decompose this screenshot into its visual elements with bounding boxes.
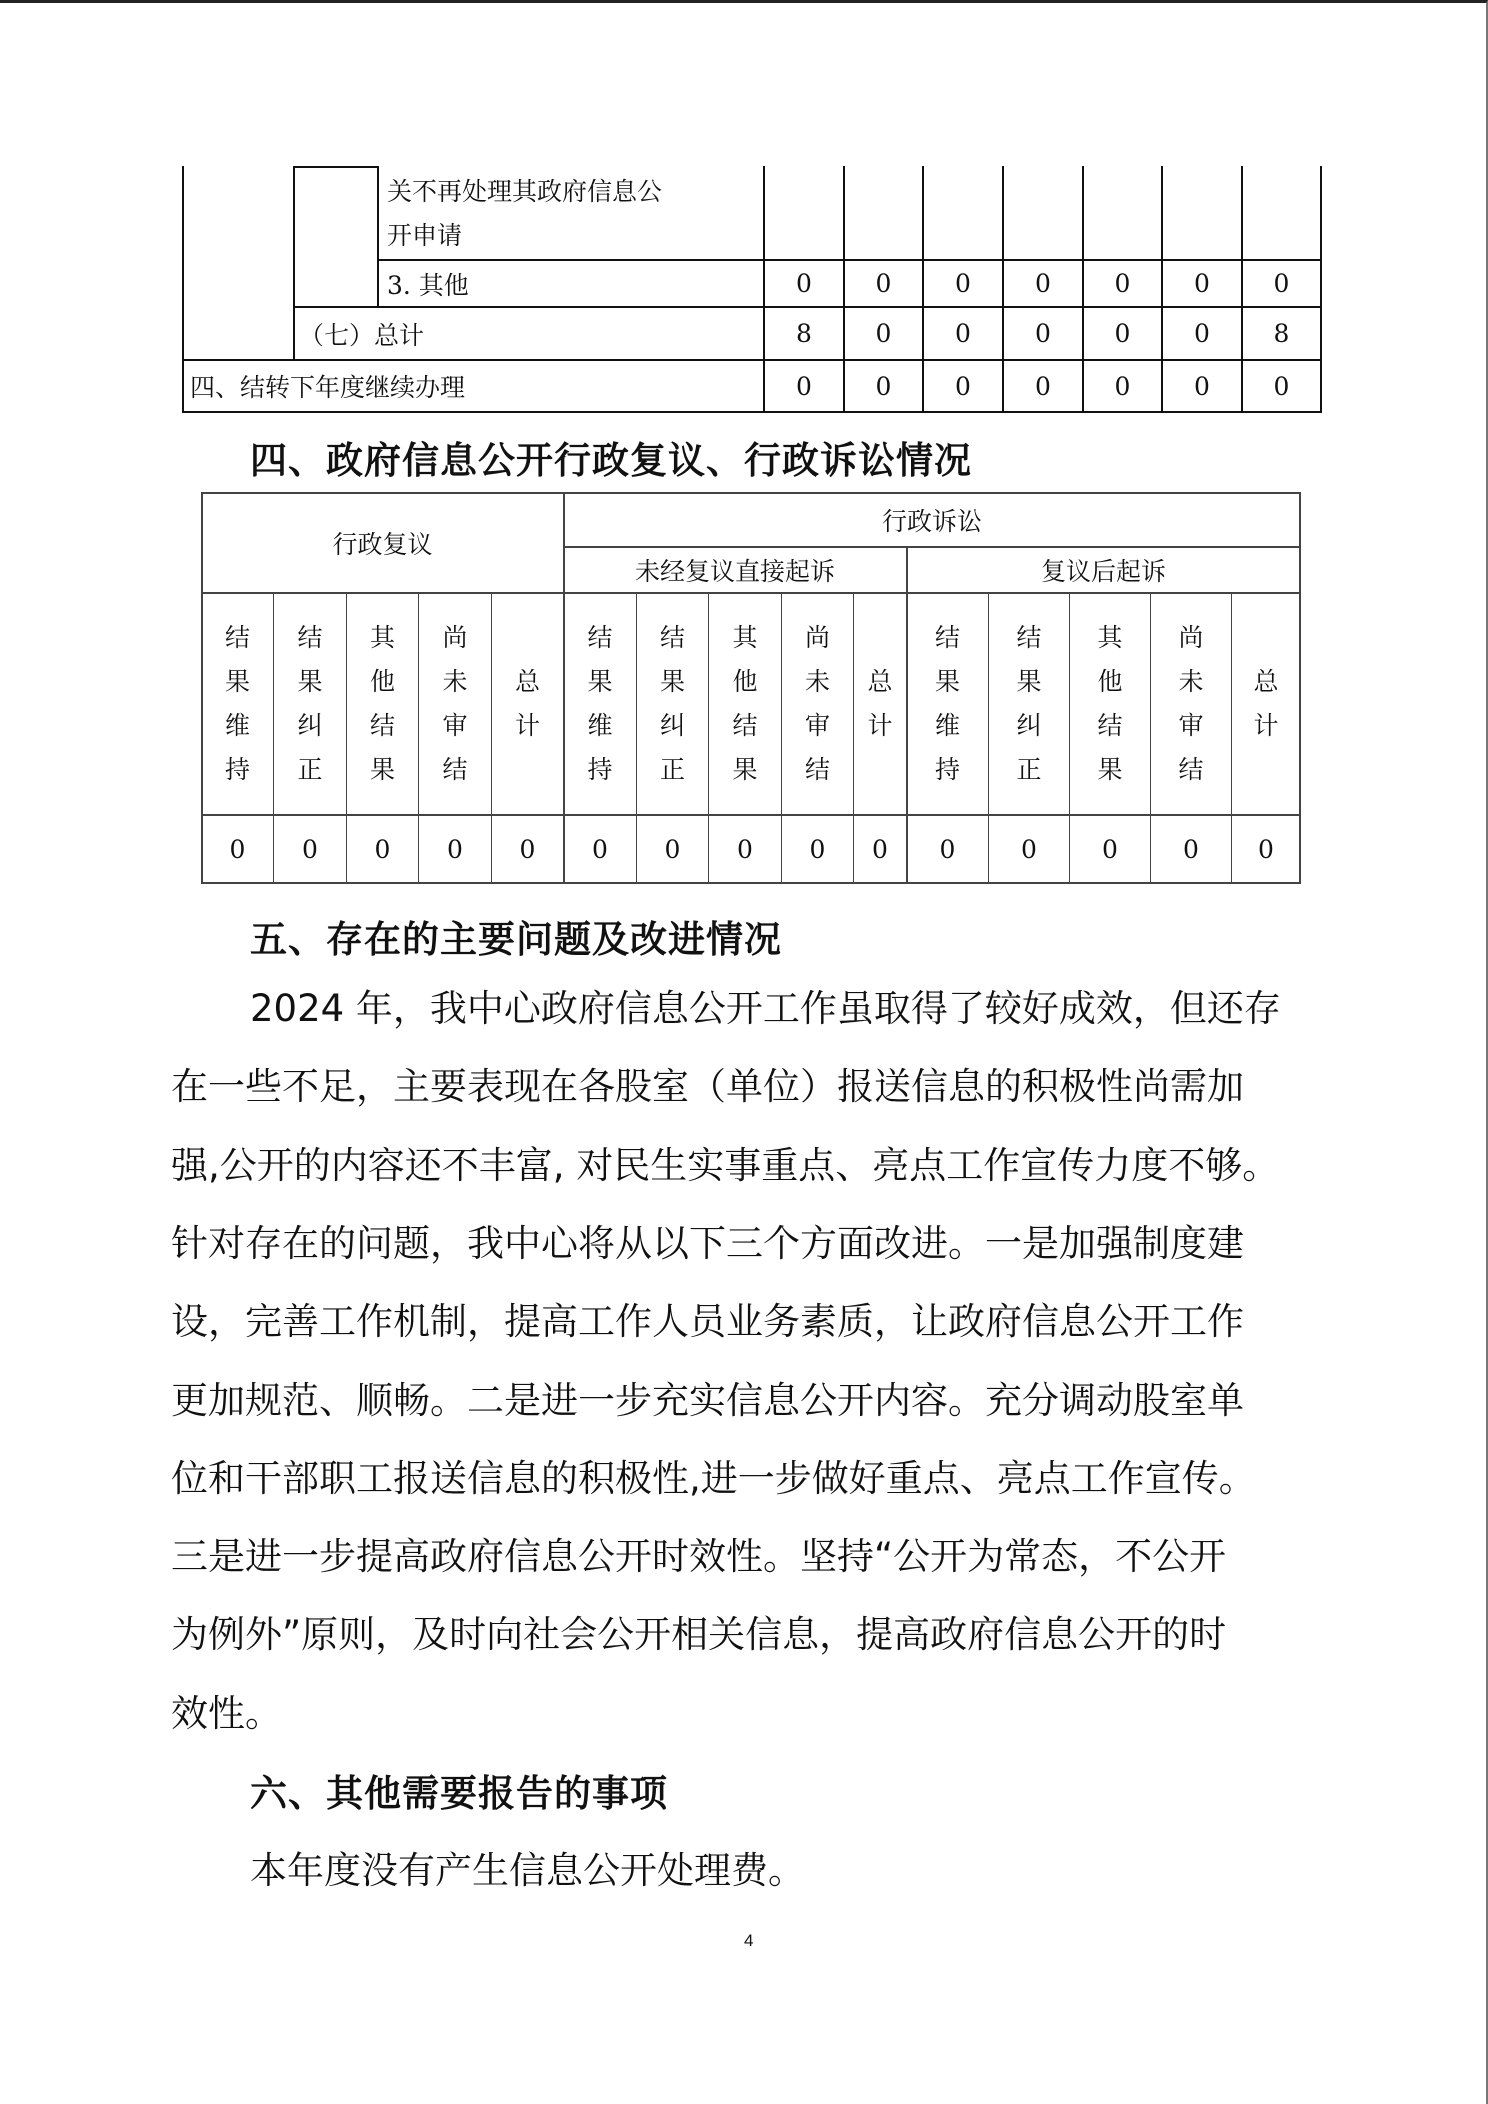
table-row-label: 3. 其他: [387, 270, 469, 300]
column-header: [1070, 594, 1150, 814]
table-cell-value: 0: [302, 834, 318, 864]
table-cell-value: 0: [1183, 834, 1199, 864]
section-heading: 五、存在的主要问题及改进情况: [250, 918, 782, 961]
header-char: 结: [442, 755, 468, 784]
column-header: [907, 594, 988, 814]
column-header-text: [1016, 616, 1041, 792]
header-char: 结: [1178, 755, 1204, 784]
paragraph-line: 在一些不足，主要表现在各股室（单位）报送信息的积极性尚需加: [171, 1065, 1244, 1108]
table-cell-value: 0: [1102, 834, 1118, 864]
header-char: 总: [1253, 667, 1279, 696]
header-char: 维: [587, 711, 613, 740]
header-char: 果: [1016, 667, 1042, 696]
table-cell-value: 0: [796, 371, 812, 401]
header-char: 结: [1097, 711, 1123, 740]
column-header: [202, 594, 273, 814]
header-char: 尚: [442, 623, 468, 652]
table-rule: [293, 166, 379, 168]
table-cell-value: 0: [1114, 319, 1131, 348]
header-char: 果: [369, 755, 395, 784]
header-char: 他: [1097, 667, 1123, 696]
column-header: [854, 594, 906, 814]
paragraph-line: 为例外”原则，及时向社会公开相关信息，提高政府信息公开的时: [171, 1613, 1227, 1656]
header-char: 结: [587, 623, 613, 652]
header-char: 未: [1178, 667, 1204, 696]
column-header: [989, 594, 1069, 814]
header-char: 其: [1097, 623, 1123, 652]
table-rule: [182, 411, 1322, 413]
header-char: 结: [732, 711, 758, 740]
table-cell-value: 0: [955, 269, 971, 298]
paragraph-line: 更加规范、顺畅。二是进一步充实信息公开内容。充分调动股室单: [171, 1379, 1244, 1422]
table-cell-value: 0: [374, 834, 391, 864]
table-cell-value: 8: [796, 319, 812, 348]
section-heading: 四、政府信息公开行政复议、行政诉讼情况: [250, 439, 972, 482]
table-cell-value: 0: [1194, 319, 1210, 348]
table-row-label: 四、结转下年度继续办理: [190, 373, 466, 402]
table-cell-value: 0: [1194, 269, 1210, 298]
column-header-text: [805, 616, 830, 792]
table-rule: [1320, 166, 1322, 413]
column-header-text: [442, 616, 467, 792]
header-char: 尚: [1178, 623, 1204, 652]
header-char: 纠: [297, 711, 323, 740]
table-cell-value: 0: [1273, 269, 1290, 298]
header-char: 结: [804, 755, 830, 784]
header-char: 正: [1016, 755, 1042, 784]
table-cell-value: 0: [592, 834, 608, 864]
header-char: 他: [369, 667, 395, 696]
paragraph-line: 三是进一步提高政府信息公开时效性。坚持“公开为常态，不公开: [171, 1535, 1227, 1578]
table-cell-value: 0: [796, 269, 812, 298]
table-cell-value: 0: [1114, 371, 1131, 401]
table-row-label: （七）总计: [299, 320, 425, 350]
column-header: [419, 594, 491, 814]
column-header-text: [660, 616, 685, 792]
label-line: 开申请: [387, 220, 463, 250]
header-char: 结: [369, 711, 395, 740]
header-char: 其: [732, 623, 758, 652]
table-cell-value: [1084, 168, 1161, 259]
header-admin-review: 行政复议: [332, 529, 433, 559]
label-line: 关不再处理其政府信息公: [387, 176, 663, 206]
header-char: 维: [934, 711, 960, 740]
table-cell-value: 0: [1035, 371, 1051, 401]
table-cell-value: 0: [809, 834, 826, 864]
table-cell-value: 0: [1114, 269, 1131, 298]
column-header: [564, 594, 636, 814]
table-cell-value: 0: [875, 269, 892, 298]
header-char: 果: [587, 667, 613, 696]
table-cell-value: 0: [955, 371, 971, 401]
column-header-text: [935, 616, 960, 792]
header-char: 持: [934, 755, 960, 784]
table-cell-value: 0: [872, 834, 888, 864]
column-header-text: [1178, 616, 1203, 792]
header-char: 他: [732, 667, 758, 696]
header-char: 果: [297, 667, 323, 696]
header-char: 其: [369, 623, 395, 652]
table-cell-value: 0: [1035, 269, 1051, 298]
header-char: 审: [1178, 711, 1204, 740]
header-char: 维: [224, 711, 250, 740]
column-header: [782, 594, 853, 814]
header-char: 结: [659, 623, 685, 652]
header-char: 审: [442, 711, 468, 740]
paragraph-line: 针对存在的问题，我中心将从以下三个方面改进。一是加强制度建: [171, 1222, 1244, 1265]
table-cell-value: [1004, 168, 1082, 259]
section-heading: 六、其他需要报告的事项: [250, 1772, 668, 1815]
header-char: 计: [1253, 711, 1279, 740]
header-char: 计: [514, 711, 540, 740]
header-char: 尚: [804, 623, 830, 652]
paragraph-line: 设，完善工作机制，提高工作人员业务素质，让政府信息公开工作: [171, 1300, 1244, 1343]
table-rule: [201, 882, 1301, 884]
header-char: 总: [514, 667, 540, 696]
column-header-text: [732, 616, 757, 792]
table-cell-value: 0: [875, 371, 892, 401]
column-header-text: [297, 616, 322, 792]
column-header: [492, 594, 563, 814]
paragraph: 本年度没有产生信息公开处理费。: [250, 1849, 805, 1892]
column-header: [1232, 594, 1300, 814]
header-char: 持: [587, 755, 613, 784]
header-char: 果: [732, 755, 758, 784]
header-char: 正: [659, 755, 685, 784]
header-char: 总: [867, 667, 893, 696]
header-char: 纠: [1016, 711, 1042, 740]
column-header-text: [587, 616, 612, 792]
header-char: 结: [297, 623, 323, 652]
table-cell-value: 0: [955, 319, 971, 348]
table-cell-value: 0: [875, 319, 892, 348]
table-cell-value: 0: [1035, 319, 1051, 348]
page-number: 4: [744, 1931, 754, 1950]
header-char: 持: [224, 755, 250, 784]
table-cell-value: 0: [519, 834, 536, 864]
header-after-review-litigation: 复议后起诉: [1040, 556, 1166, 586]
header-char: 果: [659, 667, 685, 696]
column-header-text: [867, 660, 892, 748]
column-header: [1151, 594, 1231, 814]
table-cell-value: 0: [229, 834, 246, 864]
header-char: 果: [934, 667, 960, 696]
header-char: 未: [442, 667, 468, 696]
column-header-text: [225, 616, 250, 792]
header-char: 计: [867, 711, 893, 740]
column-header-text: [515, 660, 540, 748]
header-admin-litigation: 行政诉讼: [881, 506, 982, 536]
column-header: [274, 594, 346, 814]
header-char: 果: [224, 667, 250, 696]
table-cell-value: [1163, 168, 1241, 259]
header-char: 审: [804, 711, 830, 740]
table-row-label: [379, 168, 763, 259]
table-cell-value: 0: [664, 834, 681, 864]
paragraph-line: 位和干部职工报送信息的积极性,进一步做好重点、亮点工作宣传。: [171, 1457, 1256, 1500]
table-cell-value: 0: [1258, 834, 1274, 864]
column-header: [637, 594, 708, 814]
table-cell-value: 8: [1273, 319, 1290, 348]
column-header: [347, 594, 418, 814]
paragraph-line: 强,公开的内容还不丰富, 对民生实事重点、亮点工作宣传力度不够。: [171, 1144, 1280, 1187]
table-cell-value: [845, 168, 922, 259]
table-cell-value: 0: [1273, 371, 1290, 401]
table-cell-value: 0: [1194, 371, 1210, 401]
header-char: 结: [1016, 623, 1042, 652]
column-header-text: [1253, 660, 1278, 748]
column-header-text: [1097, 616, 1122, 792]
column-header: [709, 594, 781, 814]
header-char: 纠: [659, 711, 685, 740]
table-cell-value: [765, 168, 843, 259]
paragraph-line: 2024 年，我中心政府信息公开工作虽取得了较好成效，但还存: [250, 987, 1281, 1030]
table-cell-value: 0: [737, 834, 753, 864]
header-char: 正: [297, 755, 323, 784]
table-cell-value: 0: [939, 834, 956, 864]
header-char: 未: [804, 667, 830, 696]
header-direct-litigation: 未经复议直接起诉: [634, 556, 835, 586]
table-cell-value: 0: [1021, 834, 1037, 864]
header-char: 结: [934, 623, 960, 652]
header-char: 果: [1097, 755, 1123, 784]
paragraph-line: 效性。: [171, 1692, 282, 1735]
table-cell-value: 0: [447, 834, 463, 864]
column-header-text: [370, 616, 395, 792]
table-cell-value: [1243, 168, 1320, 259]
table-cell-value: [924, 168, 1002, 259]
header-char: 结: [224, 623, 250, 652]
